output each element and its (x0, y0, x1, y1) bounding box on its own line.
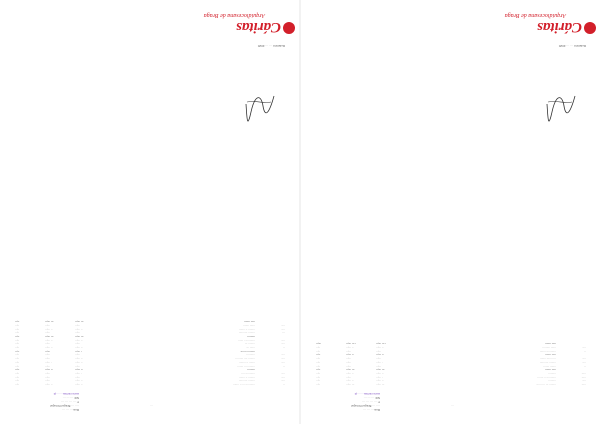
table-row (15, 368, 285, 372)
phone-line: T: ··· ··· ··· ··· (362, 400, 380, 404)
table-cell-desc: ··········· ···· (241, 371, 255, 375)
table-cell-desc: ··· ······· ······· (539, 357, 556, 361)
table-cell-v2: ···,·· (346, 357, 352, 361)
table-cell-v3: ··,·· (316, 360, 321, 364)
table-cell-code: ···· (281, 353, 285, 357)
heart-cross-icon (584, 22, 596, 34)
table-cell-code: ·· (283, 364, 285, 368)
nif-line: NIF ··· ··· ··· (363, 396, 380, 400)
table-row (15, 364, 285, 368)
table-cell-code: ···· (281, 327, 285, 331)
table-row (316, 349, 586, 353)
table-row (15, 357, 285, 361)
table-cell-v3: ··,·· (316, 371, 321, 375)
table-cell-v3: ···,·· (316, 342, 322, 346)
table-cell-code: ··· (282, 331, 285, 335)
table-cell-code (556, 368, 586, 372)
table-cell-v1: · ···,·· (75, 371, 82, 375)
table-row (15, 360, 285, 364)
website-link[interactable]: www.caritas······.pt (53, 392, 79, 396)
logo-subtitle: Arquidiocesana de Braga (203, 12, 265, 18)
table-cell-v2: ···,·· (346, 364, 352, 368)
table-cell-code: ·· (283, 383, 285, 386)
page-number: ··· (150, 404, 153, 408)
table-cell-v3: ··,·· (15, 342, 20, 346)
table-cell-v3: ··,·· (316, 353, 321, 357)
table-cell-v3: ··,·· (15, 379, 20, 383)
table-row (15, 353, 285, 357)
table-cell-v1: ·· ···,·· (75, 338, 83, 342)
table-cell-v3: ··,·· (15, 346, 20, 350)
table-cell-desc: ········ ·· ······· (238, 327, 255, 331)
table-cell-v3: ··,·· (15, 360, 20, 364)
table-cell-desc: ··········· ······· (539, 349, 556, 353)
table-cell-code (556, 353, 586, 357)
table-cell-desc: ······ ········· (542, 346, 556, 350)
table-cell-desc: ··········· ·· ······· (537, 375, 556, 379)
table-cell-v3: ··,·· (15, 364, 20, 368)
table-cell-v2: ·· ···,·· (346, 346, 354, 350)
table-cell-v3: ··,·· (15, 324, 20, 327)
table-cell-desc: ··········· ··· ·· ······· (232, 383, 255, 386)
table-cell-v1: ·· ···,·· (376, 346, 384, 350)
table-cell-v3: ··,·· (316, 383, 321, 386)
table-cell-desc: ····· ······· (544, 342, 556, 346)
table-cell-desc: ······ ······· (243, 324, 255, 327)
table-cell-v3: ··,·· (316, 357, 321, 361)
table-row (316, 353, 586, 357)
table-cell-desc: ····· ······· (544, 353, 556, 357)
table-cell-v1: ·· ···,·· (75, 383, 83, 386)
table-row (15, 349, 285, 353)
table-row (15, 320, 285, 324)
table-row (15, 345, 285, 349)
table-cell-v1: ··· ···,·· (75, 335, 84, 339)
table-cell-v1: ···,·· (376, 349, 382, 353)
table-cell-v3: ··,·· (15, 327, 20, 331)
table-cell-desc: ····· ······· (544, 368, 556, 372)
table-cell-desc: ········ ··· (244, 342, 255, 346)
table-cell-code: ···· (582, 379, 586, 383)
table-row (15, 375, 285, 379)
table-cell-code: ····· (581, 383, 586, 386)
table-cell-v2: ···,·· (45, 364, 51, 368)
table-cell-code: ···· (281, 324, 285, 327)
table-cell-v3: ··,·· (316, 379, 321, 383)
table-cell-v1: ·· ···,·· (376, 353, 384, 357)
table-cell-v2: ···,·· (45, 342, 51, 346)
table-cell-v1: ·· ···,·· (75, 379, 83, 383)
table-cell-code (255, 349, 285, 353)
table-row (15, 342, 285, 346)
table-row (15, 382, 285, 386)
table-cell-desc: ····· ······· (243, 320, 255, 324)
table-cell-v3: ··,·· (15, 331, 20, 335)
table-cell-code: ···· (281, 375, 285, 379)
table-cell-v1: ·· ···,·· (75, 360, 83, 364)
table-cell-desc: ········ ·········· (238, 379, 255, 383)
table-cell-v1: ··· ···,·· (376, 368, 385, 372)
document-page-left (0, 0, 299, 424)
table-cell-code: ···· (281, 342, 285, 346)
address-line: Rua ··· ··· ··· (363, 408, 380, 412)
table-cell-v2: ·· ···,·· (45, 368, 53, 372)
address-block (351, 392, 380, 412)
phone-line: T: ··· ··· ··· ··· (61, 400, 79, 404)
table-row (15, 331, 285, 335)
heart-cross-icon (283, 22, 295, 34)
table-cell-code: ·· (584, 364, 586, 368)
table-row (15, 323, 285, 327)
table-cell-v2: ·· ···,·· (346, 379, 354, 383)
table-cell-v2: ··· ···,·· (45, 335, 54, 339)
table-cell-v2: ···,·· (45, 324, 51, 327)
caritas-logo (505, 12, 582, 36)
table-cell-v1: ···,·· (75, 375, 81, 379)
table-cell-v1: ···,·· (376, 364, 382, 368)
table-cell-v2: · ···,·· (45, 360, 52, 364)
table-row (316, 357, 586, 361)
website-link[interactable]: www.caritas······.pt (354, 392, 380, 396)
table-row (316, 375, 586, 379)
table-cell-desc: ··········· · ······ (238, 338, 255, 342)
table-cell-v2: ·· ···,·· (45, 327, 53, 331)
table-row (15, 379, 285, 383)
table-cell-v2: ···,·· (346, 360, 352, 364)
table-cell-desc: ······ ··· (246, 346, 255, 350)
table-cell-v1: ·· ···,·· (376, 379, 384, 383)
page-number: ··· (451, 404, 454, 408)
financial-table (15, 320, 285, 386)
table-cell-v2: ·· ···,·· (45, 383, 53, 386)
table-cell-v1: ·· ···,·· (75, 368, 83, 372)
table-cell-desc: ········ ···· ········· (235, 357, 255, 361)
table-cell-desc: ······· ·· ········ (238, 360, 255, 364)
table-cell-v3: ··,·· (15, 357, 20, 361)
table-cell-desc: ········· (548, 371, 556, 375)
table-cell-code: ···· (281, 338, 285, 342)
table-cell-v3: ··,·· (316, 375, 321, 379)
table-cell-code: ···· (281, 357, 285, 361)
address-line: Rua ··· ··· ··· (62, 408, 79, 412)
table-cell-code (255, 334, 285, 338)
table-cell-v1: ··· ···,·· (75, 320, 84, 324)
table-cell-v2: ···,·· (346, 375, 352, 379)
document-date: Relatório ··· ··· 2020 (257, 44, 285, 48)
table-cell-v2: ···,·· (45, 353, 51, 357)
table-cell-v2: ··· ···,·· (346, 368, 355, 372)
table-row (316, 364, 586, 368)
table-row (316, 382, 586, 386)
table-cell-desc: ········ ··· ·· ······· (536, 383, 556, 386)
table-row (316, 368, 586, 372)
table-cell-v3: ··,·· (316, 368, 321, 372)
table-cell-desc: ·········· ·· ······· (237, 364, 255, 368)
table-cell-code: ···· (281, 379, 285, 383)
table-cell-code (255, 320, 285, 324)
table-cell-v3: ··,·· (15, 320, 20, 324)
table-cell-v1: · ··· ···,·· (376, 342, 386, 346)
address-line: ···· ··· Braga Portugal (50, 404, 79, 408)
table-row (316, 371, 586, 375)
table-cell-v3: ··,·· (15, 353, 20, 357)
table-cell-v2: ··· ···,·· (346, 383, 355, 386)
table-cell-desc: ········ ·· ······· (238, 375, 255, 379)
table-cell-v1: · ···,·· (376, 375, 383, 379)
table-cell-v1: · ···,·· (75, 349, 82, 353)
table-cell-v3: ··,·· (15, 368, 20, 372)
caritas-logo (204, 12, 281, 36)
table-cell-v2: ·· ···,·· (45, 338, 53, 342)
table-cell-v1: ···,·· (75, 331, 81, 335)
table-cell-v1: ·· ···,·· (75, 346, 83, 350)
table-cell-v3: ··,·· (15, 349, 20, 353)
financial-table (316, 342, 586, 386)
address-line: ···· ··· Braga Portugal (351, 404, 380, 408)
table-cell-v1: ·· ···,·· (75, 327, 83, 331)
table-cell-v3: ··,·· (316, 346, 321, 350)
table-cell-code: ···· (281, 371, 285, 375)
logo-subtitle: Arquidiocesana de Braga (504, 12, 566, 18)
table-cell-v3: ··,·· (316, 349, 321, 353)
logo-word: Cáritas (235, 19, 281, 35)
table-cell-v1: ···,·· (75, 342, 81, 346)
table-cell-v2: ···,·· (45, 371, 51, 375)
table-cell-desc: ·········· (246, 353, 255, 357)
table-cell-v2: · ··· ···,·· (346, 342, 356, 346)
table-cell-desc: ········· ······· (240, 349, 255, 353)
table-row (15, 334, 285, 338)
logo-word: Cáritas (536, 19, 582, 35)
table-cell-desc: ········ ·········· (238, 331, 255, 335)
table-row (316, 360, 586, 364)
table-cell-v1: ···,·· (75, 353, 81, 357)
table-cell-code (556, 342, 586, 346)
table-cell-desc: ········· (548, 379, 556, 383)
table-cell-v3: ··,·· (15, 375, 20, 379)
address-block (50, 392, 79, 412)
table-row (15, 338, 285, 342)
table-row (316, 345, 586, 349)
table-cell-desc: ······· ······· (543, 364, 556, 368)
table-cell-v1: ···,·· (75, 364, 81, 368)
table-cell-code: ···· (582, 357, 586, 361)
table-cell-v2: ···,·· (45, 379, 51, 383)
rotated-page-content (0, 0, 299, 424)
table-cell-v2: ·· ···,·· (346, 353, 354, 357)
table-row (316, 342, 586, 346)
table-cell-v3: ··,·· (15, 338, 20, 342)
table-cell-v2: ···,·· (346, 349, 352, 353)
nif-line: NIF ··· ··· ··· (62, 396, 79, 400)
table-cell-v1: ·· ···,·· (75, 357, 83, 361)
table-cell-desc: ········· (247, 335, 255, 339)
table-cell-v2: ··· ···,·· (45, 320, 54, 324)
table-cell-v1: ··· ···,·· (376, 383, 385, 386)
document-date: Relatório ··· ··· 2020 (558, 44, 586, 48)
table-cell-v3: ··,·· (15, 335, 20, 339)
table-row (15, 371, 285, 375)
table-cell-code: ···· (281, 360, 285, 364)
table-row (15, 327, 285, 331)
table-cell-v3: ··,·· (15, 383, 20, 386)
rotated-page-content (301, 0, 600, 424)
table-cell-v2: ···,·· (45, 349, 51, 353)
table-cell-code (255, 368, 285, 372)
table-cell-v3: ··,·· (15, 371, 20, 375)
signature-image (544, 90, 578, 124)
table-row (316, 379, 586, 383)
table-cell-v1: ···,·· (75, 324, 81, 327)
table-cell-v2: ·· ···,·· (346, 371, 354, 375)
table-cell-v2: ···,·· (45, 331, 51, 335)
document-page-right (301, 0, 600, 424)
table-cell-v3: ··,·· (316, 364, 321, 368)
table-cell-code: ····· (581, 371, 586, 375)
table-cell-v1: ·· ···,·· (376, 371, 384, 375)
table-cell-v1: · ···,·· (376, 360, 383, 364)
table-cell-v2: ···,·· (45, 375, 51, 379)
table-cell-v2: ·· ···,·· (45, 346, 53, 350)
table-cell-code: ·· (283, 346, 285, 350)
signature-image (243, 90, 277, 124)
table-cell-desc: ········ ·········· (539, 360, 556, 364)
table-cell-v2: ···,·· (45, 357, 51, 361)
table-cell-code: ···· (582, 346, 586, 350)
table-cell-code: ···· (582, 360, 586, 364)
table-cell-code: ·· (584, 349, 586, 353)
table-cell-desc: ········· (247, 368, 255, 372)
table-cell-v1: ···,·· (376, 357, 382, 361)
table-cell-code: ····· (581, 375, 586, 379)
